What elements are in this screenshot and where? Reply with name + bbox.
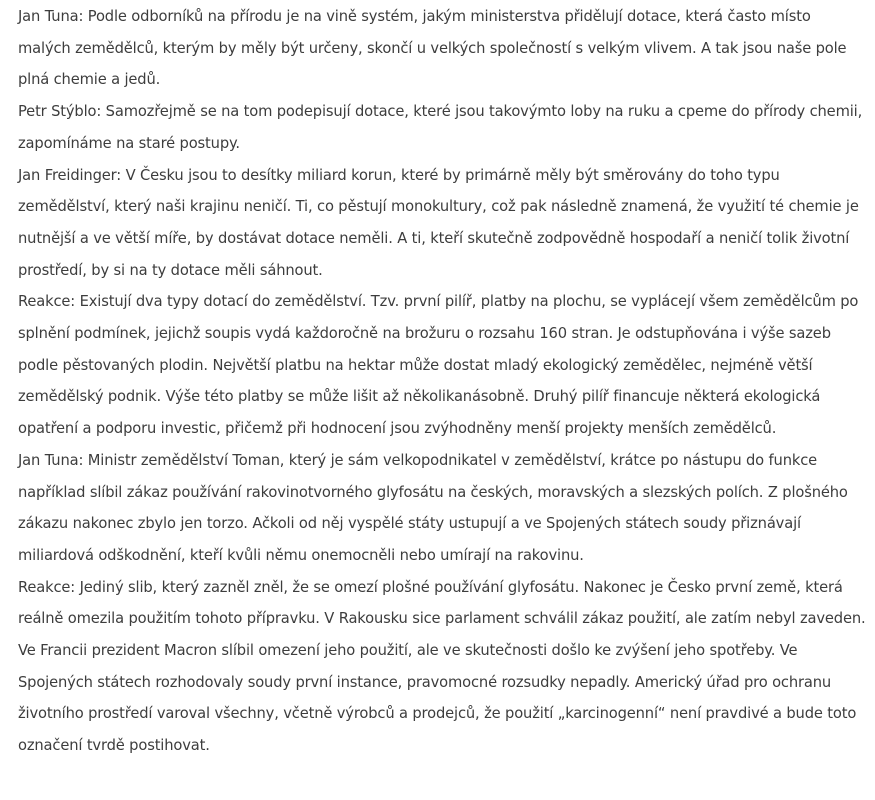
paragraph-jan-tuna-1: Jan Tuna: Podle odborníků na přírodu je na vině systém, jakým ministerstva přidělují dotace, která často místo malých zemědělců, kterým by měly být určeny, skončí u velkých společností s velkým vlivem. A tak jsou naše pole plná chemie a jedů. — [18, 8, 847, 89]
paragraph-jan-freidinger: Jan Freidinger: V Česku jsou to desítky miliard korun, které by primárně měly být směrovány do toho typu zemědělství, který naši krajinu neničí. Ti, co pěstují monokultury, což pak následně znamená, že využití té chemie je nutnější a ve větší míře, by dostávat dotace neměli. A ti, kteří skutečně zodpovědně hospodaří a neničí tolik životní prostředí, by si na ty dotace měli sáhnout. — [18, 166, 859, 279]
paragraph-jan-tuna-2: Jan Tuna: Ministr zemědělství Toman, který je sám velkopodnikatel v zemědělství, krátce po nástupu do funkce například slíbil zákaz používání rakovinotvorného glyfosátu na českých, moravských a slezských polích. Z plošného zákazu nakonec zbylo jen torzo. Ačkoli od něj vyspělé státy ustupují a ve Spojených státech soudy přiznávají miliardová odškodnění, kteří kvůli němu onemocněli nebo umírají na rakovinu. — [18, 451, 848, 564]
article-body — [18, 1, 866, 762]
paragraph-reakce-1: Reakce: Existují dva typy dotací do zemědělství. Tzv. první pilíř, platby na plochu, se vyplácejí všem zemědělcům po splnění podmínek, jejichž soupis vydá každoročně na brožuru o rozsahu 160 stran. Je odstupňována i výše sazeb podle pěstovaných plodin. Největší platbu na hektar může dostat mladý ekologický zemědělec, nejméně větší zemědělský podnik. Výše této platby se může lišit až několikanásobně. Druhý pilíř financuje některá ekologická opatření a podporu investic, přičemž při hodnocení jsou zvýhodněny menší projekty menších zemědělců. — [18, 293, 859, 438]
paragraph-reakce-2: Reakce: Jediný slib, který zazněl zněl, že se omezí plošné používání glyfosátu. Nakonec je Česko první země, která reálně omezila použitím tohoto přípravku. V Rakousku sice parlament schválil zákaz použití, ale zatím nebyl zaveden. Ve Francii prezident Macron slíbil omezení jeho použití, ale ve skutečnosti došlo ke zvýšení jeho spotřeby. Ve Spojených státech rozhodovaly soudy první instance, pravomocné rozsudky nepadly. Americký úřad pro ochranu životního prostředí varoval všechny, včetně výrobců a prodejců, že použití „karcinogenní“ není pravdivé a bude toto označení tvrdě postihovat. — [18, 578, 866, 755]
paragraph-petr-styblo: Petr Stýblo: Samozřejmě se na tom podepisují dotace, které jsou takovýmto loby na ruku a cpeme do přírody chemii, zapomínáme na staré postupy. — [18, 103, 863, 152]
